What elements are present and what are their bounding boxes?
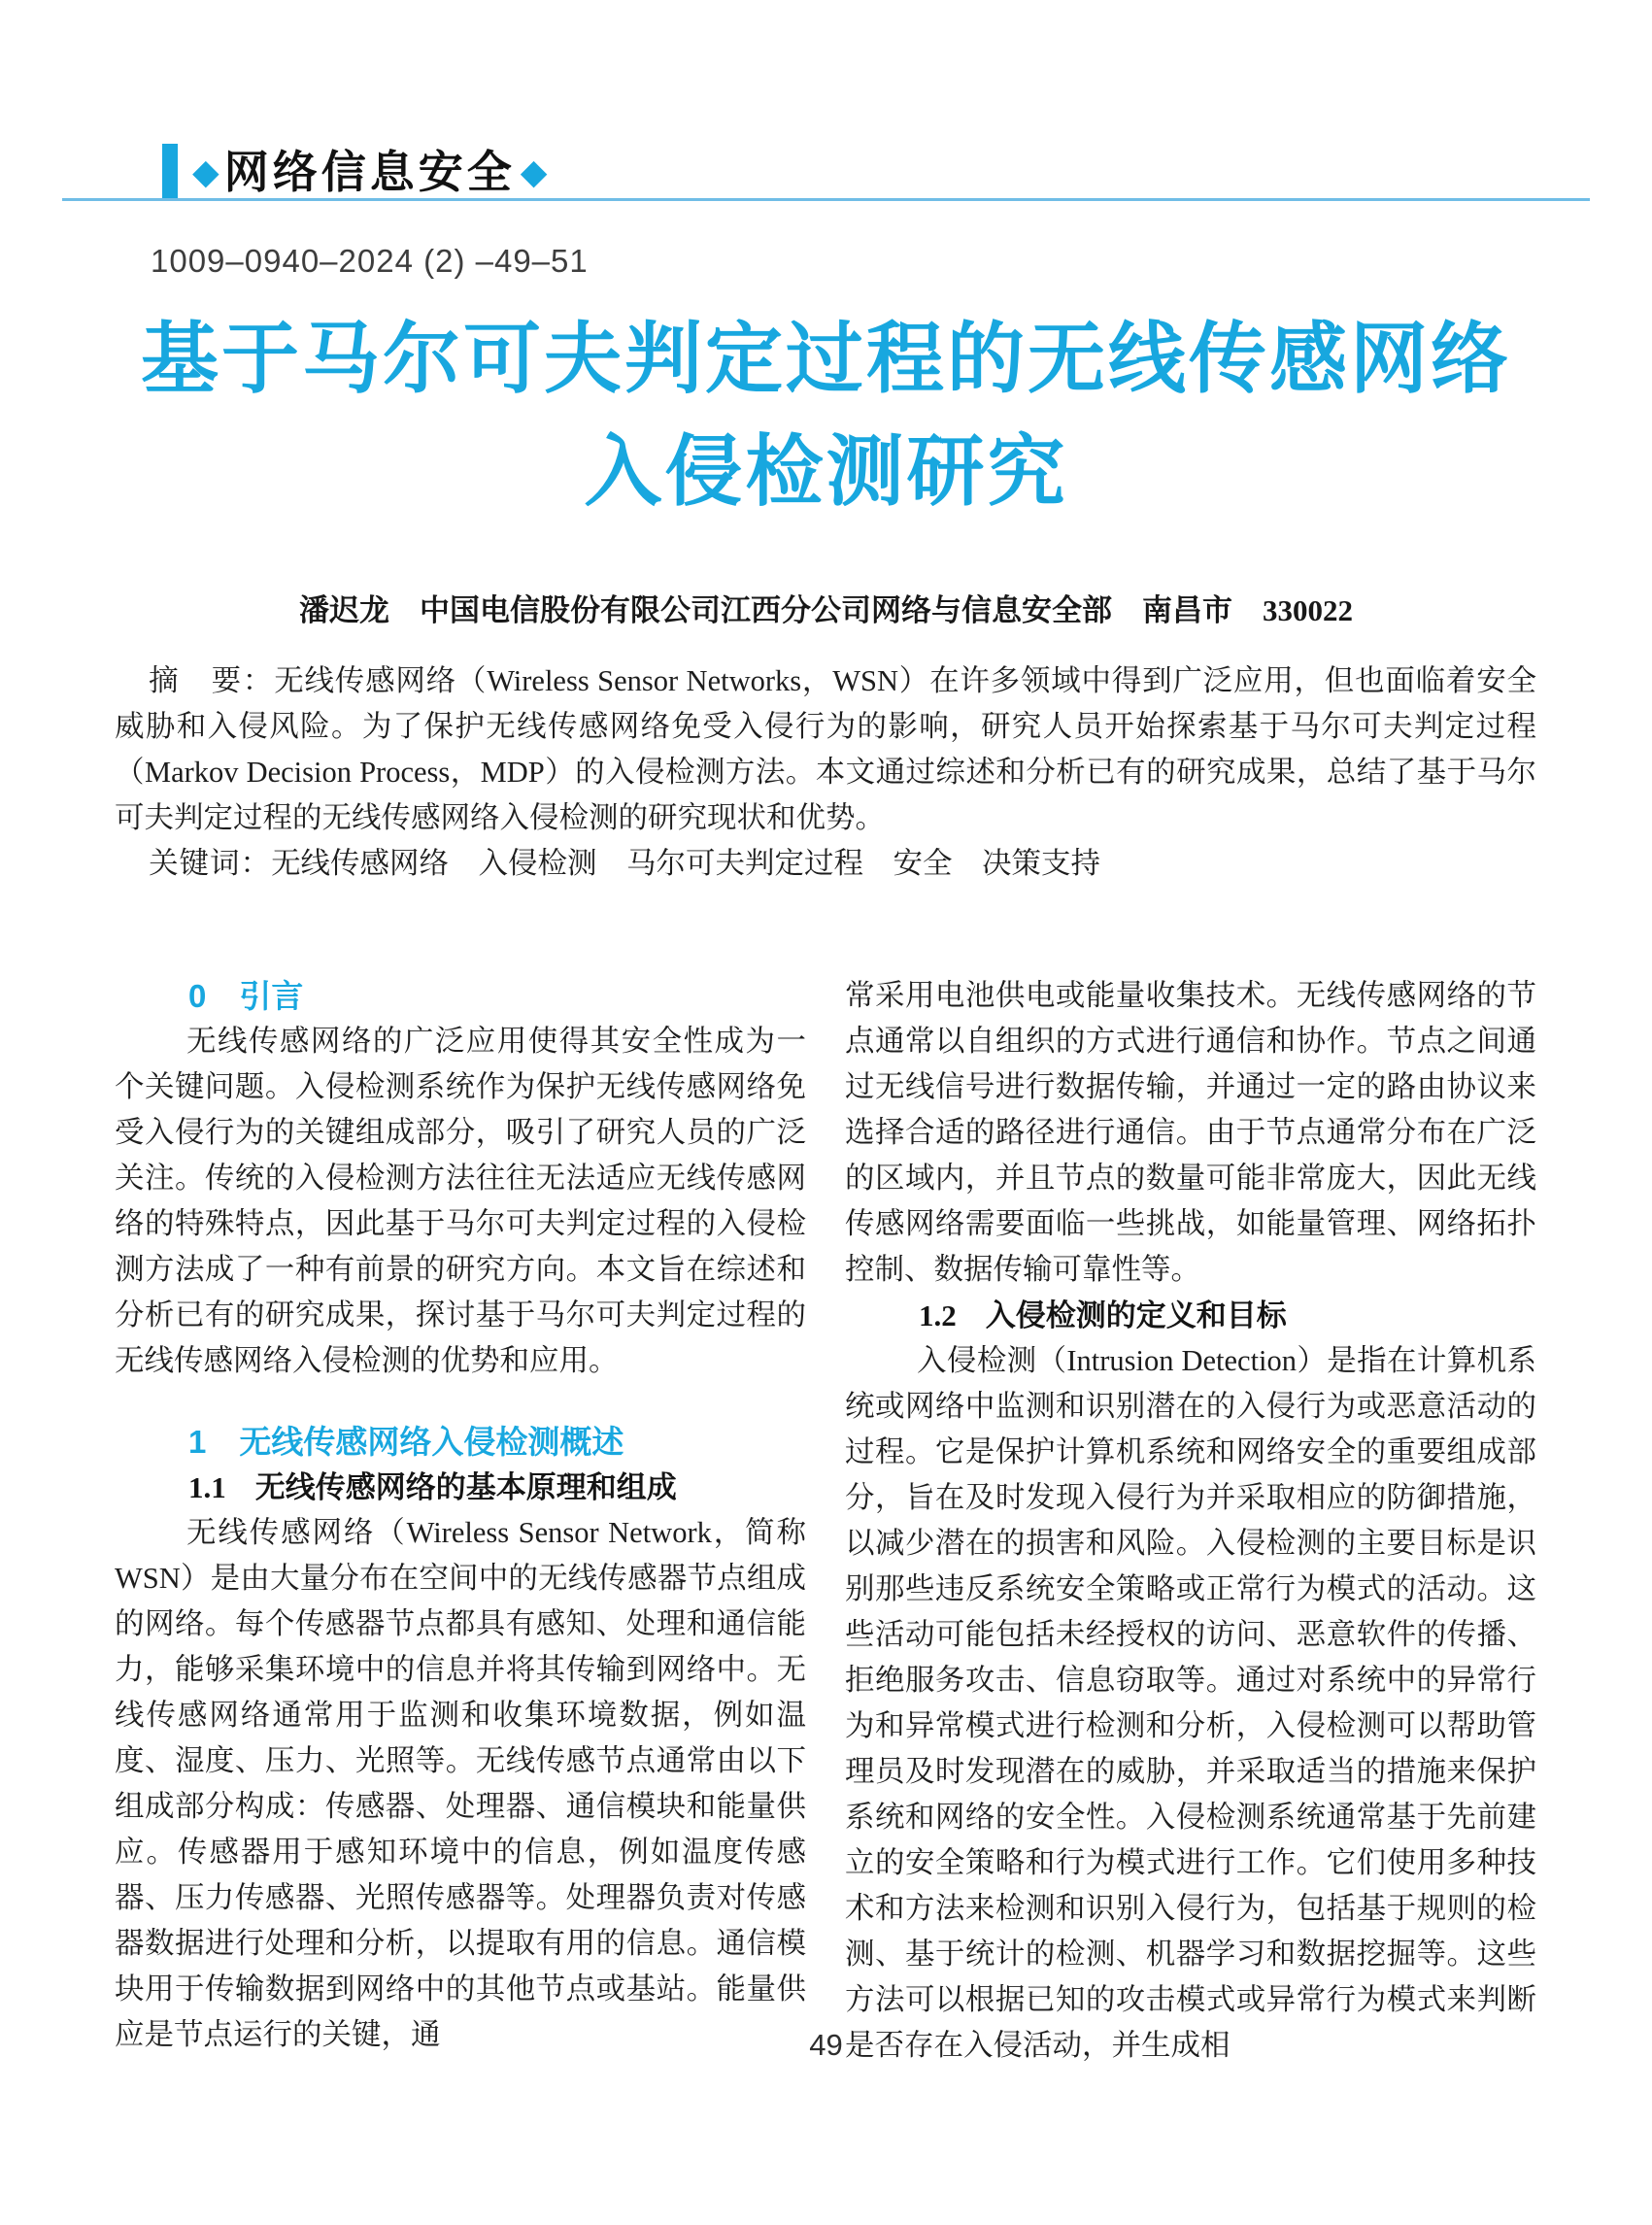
section-1-1-title: 无线传感网络的基本原理和组成: [254, 1470, 677, 1504]
section-1-heading: [115, 1419, 806, 1465]
section-0-heading: [115, 973, 806, 1019]
section-1-2-heading: [845, 1293, 1536, 1338]
keywords-text: 无线传感网络 入侵检测 马尔可夫判定过程 安全 决策支持: [271, 847, 1101, 880]
section-1-1-paragraph-left: 无线传感网络（Wireless Sensor Network，简称WSN）是由大量分布在空间中的无线传感器节点组成的网络。每个传感器节点都具有感知、处理和通信能力，能够采集环境中的信息并将其传输到网络中。无线传感网络通常用于监测和收集环境数据，例如温度、湿度、压力、光照等。无线传感节点通常由以下组成部分构成：传感器、处理器、通信模块和能量供应。传感器用于感知环境中的信息，例如温度传感器、压力传感器、光照传感器等。处理器负责对传感器数据进行处理和分析，以提取有用的信息。通信模块用于传输数据到网络中的其他节点或基站。能量供应是节点运行的关键，通: [115, 1516, 806, 2051]
section-0-paragraph: 无线传感网络的广泛应用使得其安全性成为一个关键问题。入侵检测系统作为保护无线传感网络免受入侵行为的关键组成部分，吸引了研究人员的广泛关注。传统的入侵检测方法往往无法适应无线传感网络的特殊特点，因此基于马尔可夫判定过程的入侵检测方法成了一种有前景的研究方向。本文旨在综述和分析已有的研究成果，探讨基于马尔可夫判定过程的无线传感网络入侵检测的优势和应用。: [115, 1025, 806, 1377]
right-column: [845, 973, 1536, 2069]
header-divider: [62, 198, 1590, 201]
abstract-block: [115, 658, 1536, 887]
section-1-2-title: 入侵检测的定义和目标: [985, 1298, 1287, 1332]
section-1-1-heading: [115, 1465, 806, 1510]
article-body: [115, 973, 1536, 2069]
section-1-title: 无线传感网络入侵检测概述: [239, 1424, 624, 1460]
title-line-1: 基于马尔可夫判定过程的无线传感网络: [141, 316, 1511, 402]
author-affiliation: 潘迟龙 中国电信股份有限公司江西分公司网络与信息安全部 南昌市 330022: [299, 593, 1353, 627]
abstract-label: 摘 要：: [149, 664, 275, 697]
section-1-2-number: 1.2: [919, 1298, 957, 1332]
left-column: [115, 973, 806, 2069]
diamond-icon: ◆: [520, 152, 548, 191]
section-0-title: 引言: [239, 978, 304, 1014]
keywords-label: 关键词：: [149, 847, 272, 880]
header-accent-bar: [162, 144, 178, 200]
section-1-number: 1: [188, 1424, 207, 1460]
journal-section-label: 网络信息安全: [223, 147, 516, 197]
section-1-1-paragraph-right: 常采用电池供电或能量收集技术。无线传感网络的节点通常以自组织的方式进行通信和协作。节点之间通过无线信号进行数据传输，并通过一定的路由协议来选择合适的路径进行通信。由于节点通常分布在广泛的区域内，并且节点的数量可能非常庞大，因此无线传感网络需要面临一些挑战，如能量管理、网络拓扑控制、数据传输可靠性等。: [845, 979, 1536, 1286]
abstract-paragraph: [115, 658, 1536, 841]
title-line-2: 入侵检测研究: [584, 428, 1068, 515]
article-title: [0, 303, 1652, 528]
keywords-line: [115, 841, 1536, 887]
diamond-icon: ◆: [192, 152, 219, 191]
section-0-number: 0: [188, 978, 207, 1014]
page-number: 49: [809, 2028, 843, 2062]
journal-header: [162, 144, 552, 200]
abstract-text: 无线传感网络（Wireless Sensor Networks，WSN）在许多领域中得到广泛应用，但也面临着安全威胁和入侵风险。为了保护无线传感网络免受入侵行为的影响，研究人员开始探索基于马尔可夫判定过程（Markov Decision Process，MDP）的入侵检测方法。本文通过综述和分析已有的研究成果，总结了基于马尔可夫判定过程的无线传感网络入侵检测的研究现状和优势。: [115, 664, 1537, 834]
article-number: 1009–0940–2024 (2) –49–51: [151, 243, 589, 279]
section-1-2-paragraph: 入侵检测（Intrusion Detection）是指在计算机系统或网络中监测和识别潜在的入侵行为或恶意活动的过程。它是保护计算机系统和网络安全的重要组成部分，旨在及时发现入侵行为并采取相应的防御措施，以减少潜在的损害和风险。入侵检测的主要目标是识别那些违反系统安全策略或正常行为模式的活动。这些活动可能包括未经授权的访问、恶意软件的传播、拒绝服务攻击、信息窃取等。通过对系统中的异常行为和异常模式进行检测和分析，入侵检测可以帮助管理员及时发现潜在的威胁，并采取适当的措施来保护系统和网络的安全性。入侵检测系统通常基于先前建立的安全策略和行为模式进行工作。它们使用多种技术和方法来检测和识别入侵行为，包括基于规则的检测、基于统计的检测、机器学习和数据挖掘等。这些方法可以根据已知的攻击模式或异常行为模式来判断是否存在入侵活动，并生成相: [845, 1344, 1536, 2062]
section-1-1-number: 1.1: [188, 1470, 226, 1504]
